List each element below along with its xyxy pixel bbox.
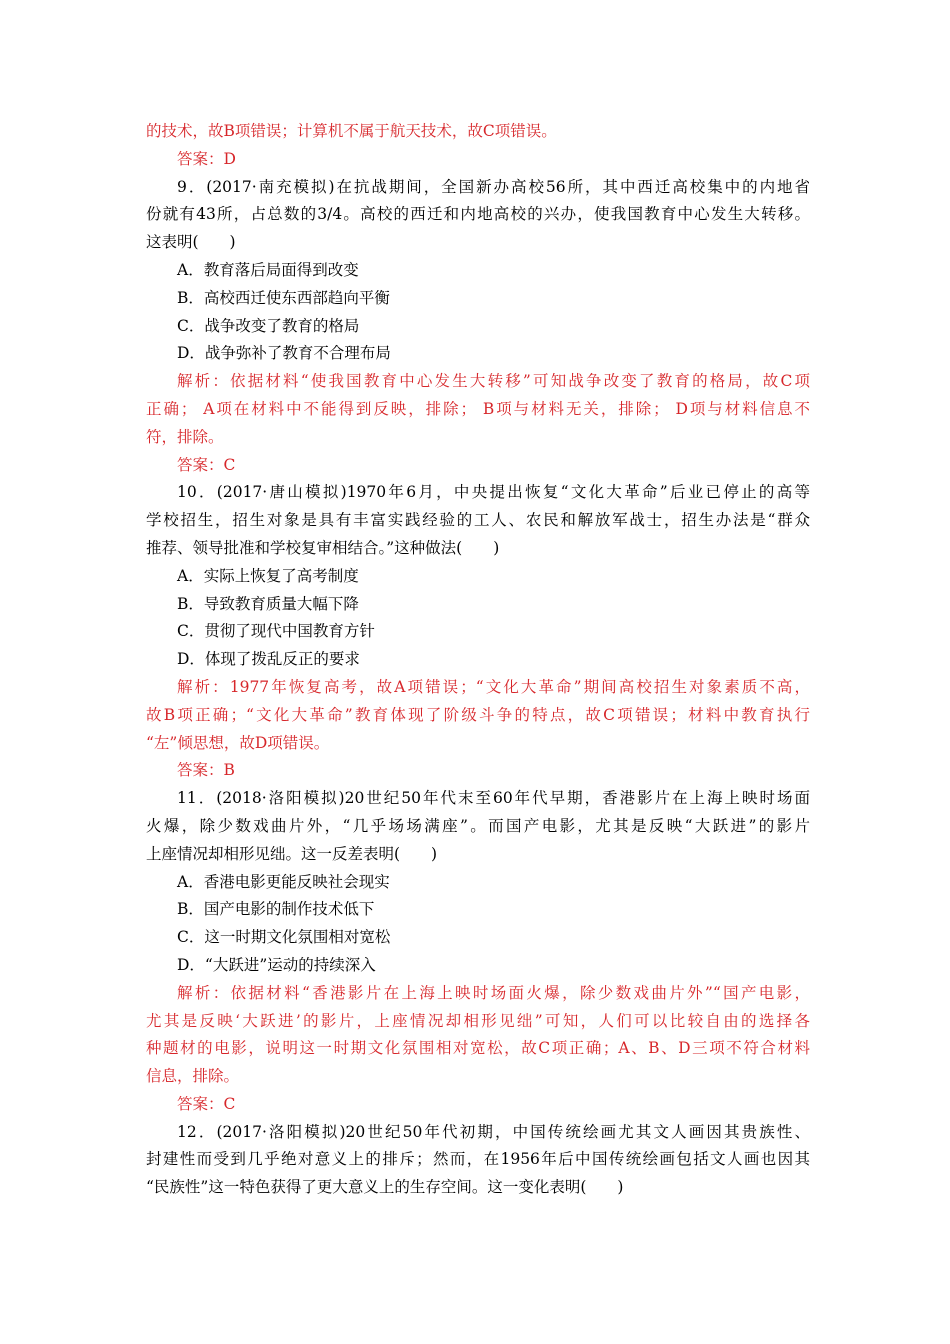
question-line: 这表明( )	[146, 233, 236, 252]
option-block	[146, 591, 810, 619]
option-block	[146, 313, 810, 341]
option-line: B．国产电影的制作技术低下	[177, 900, 375, 919]
option-line: A．教育落后局面得到改变	[177, 260, 359, 279]
answer-block	[146, 452, 810, 480]
option-block	[146, 285, 810, 313]
option-line: B．高校西迁使东西部趋向平衡	[177, 288, 390, 307]
question-block	[146, 1119, 810, 1202]
question-line: 上座情况却相形见绌。这一反差表明( )	[146, 844, 438, 863]
analysis-line: 故B项正确；“文化大革命”教育体现了阶级斗争的特点，故C项错误；材料中教育执行	[146, 705, 810, 724]
question-line: 推荐、领导批准和学校复审相结合。”这种做法( )	[146, 538, 500, 557]
question-line: 学校招生，招生对象是具有丰富实践经验的工人、农民和解放军战士，招生办法是“群众	[146, 511, 810, 530]
analysis-line: 正确； A项在材料中不能得到反映，排除； B项与材料无关，排除； D项与材料信息不	[146, 399, 810, 418]
analysis-line: 信息，排除。	[146, 1067, 240, 1086]
option-line: C．战争改变了教育的格局	[177, 316, 360, 335]
question-block	[146, 479, 810, 562]
question-line: 11．(2018·洛阳模拟)20世纪50年代末至60年代早期，香港影片在上海上映时场面	[177, 789, 810, 808]
analysis-line: 解析：依据材料“使我国教育中心发生大转移”可知战争改变了教育的格局，故C项	[177, 372, 810, 391]
question-line: 封建性而受到几乎绝对意义上的排斥；然而，在1956年后中国传统绘画包括文人画也因其	[146, 1150, 810, 1169]
answer-block	[146, 757, 810, 785]
option-line: C．这一时期文化氛围相对宽松	[177, 928, 391, 947]
question-line: “民族性”这一特色获得了更大意义上的生存空间。这一变化表明( )	[146, 1178, 624, 1197]
option-block	[146, 340, 810, 368]
analysis-block	[146, 980, 810, 1091]
option-line: D．战争弥补了教育不合理布局	[177, 344, 391, 363]
option-line: C．贯彻了现代中国教育方针	[177, 622, 375, 641]
option-block	[146, 563, 810, 591]
answer-block	[146, 1091, 810, 1119]
option-line: D．体现了拨乱反正的要求	[177, 650, 360, 669]
option-block	[146, 952, 810, 980]
question-line: 份就有43所，占总数的3/4。高校的西迁和内地高校的兴办，使我国教育中心发生大转移。	[146, 205, 810, 224]
analysis-line: 符，排除。	[146, 427, 224, 446]
answer-line: 答案：C	[177, 1094, 236, 1113]
option-line: A．香港电影更能反映社会现实	[177, 872, 390, 891]
answer-line: 答案：C	[177, 455, 236, 474]
answer-line: 答案：B	[177, 761, 235, 780]
analysis-line: 的技术，故B项错误；计算机不属于航天技术，故C项错误。	[146, 122, 557, 140]
question-line: 火爆，除少数戏曲片外，“几乎场场满座”。而国产电影，尤其是反映“大跃进”的影片	[146, 816, 810, 835]
answer-line: 答案：D	[177, 149, 236, 168]
question-line: 10．(2017·唐山模拟)1970年6月，中央提出恢复“文化大革命”后业已停止的高等	[177, 483, 810, 502]
option-line: B．导致教育质量大幅下降	[177, 594, 359, 613]
option-line: A．实际上恢复了高考制度	[177, 566, 359, 585]
document-page	[146, 118, 810, 1202]
question-block	[146, 174, 810, 257]
question-block	[146, 785, 810, 868]
analysis-block	[146, 368, 810, 451]
analysis-line: “左”倾思想，故D项错误。	[146, 733, 330, 752]
option-block	[146, 924, 810, 952]
option-block	[146, 896, 810, 924]
analysis-line: 解析：依据材料“香港影片在上海上映时场面火爆，除少数戏曲片外”“国产电影，	[177, 983, 810, 1002]
option-block	[146, 618, 810, 646]
analysis-line: 解析：1977年恢复高考，故A项错误；“文化大革命”期间高校招生对象素质不高，	[177, 677, 810, 696]
option-block	[146, 869, 810, 897]
answer-block	[146, 146, 810, 174]
analysis-block	[146, 118, 810, 146]
option-line: D．“大跃进”运动的持续深入	[177, 955, 376, 974]
analysis-line: 尤其是反映‘大跃进’的影片，上座情况却相形见绌”可知，人们可以比较自由的选择各	[146, 1011, 810, 1030]
analysis-block	[146, 674, 810, 757]
question-line: 12．(2017·洛阳模拟)20世纪50年代初期，中国传统绘画尤其文人画因其贵族性、	[177, 1122, 810, 1141]
analysis-line: 种题材的电影，说明这一时期文化氛围相对宽松，故C项正确；A、B、D三项不符合材料	[146, 1039, 810, 1058]
question-line: 9．(2017·南充模拟)在抗战期间，全国新办高校56所，其中西迁高校集中的内地省	[177, 177, 810, 196]
option-block	[146, 646, 810, 674]
option-block	[146, 257, 810, 285]
